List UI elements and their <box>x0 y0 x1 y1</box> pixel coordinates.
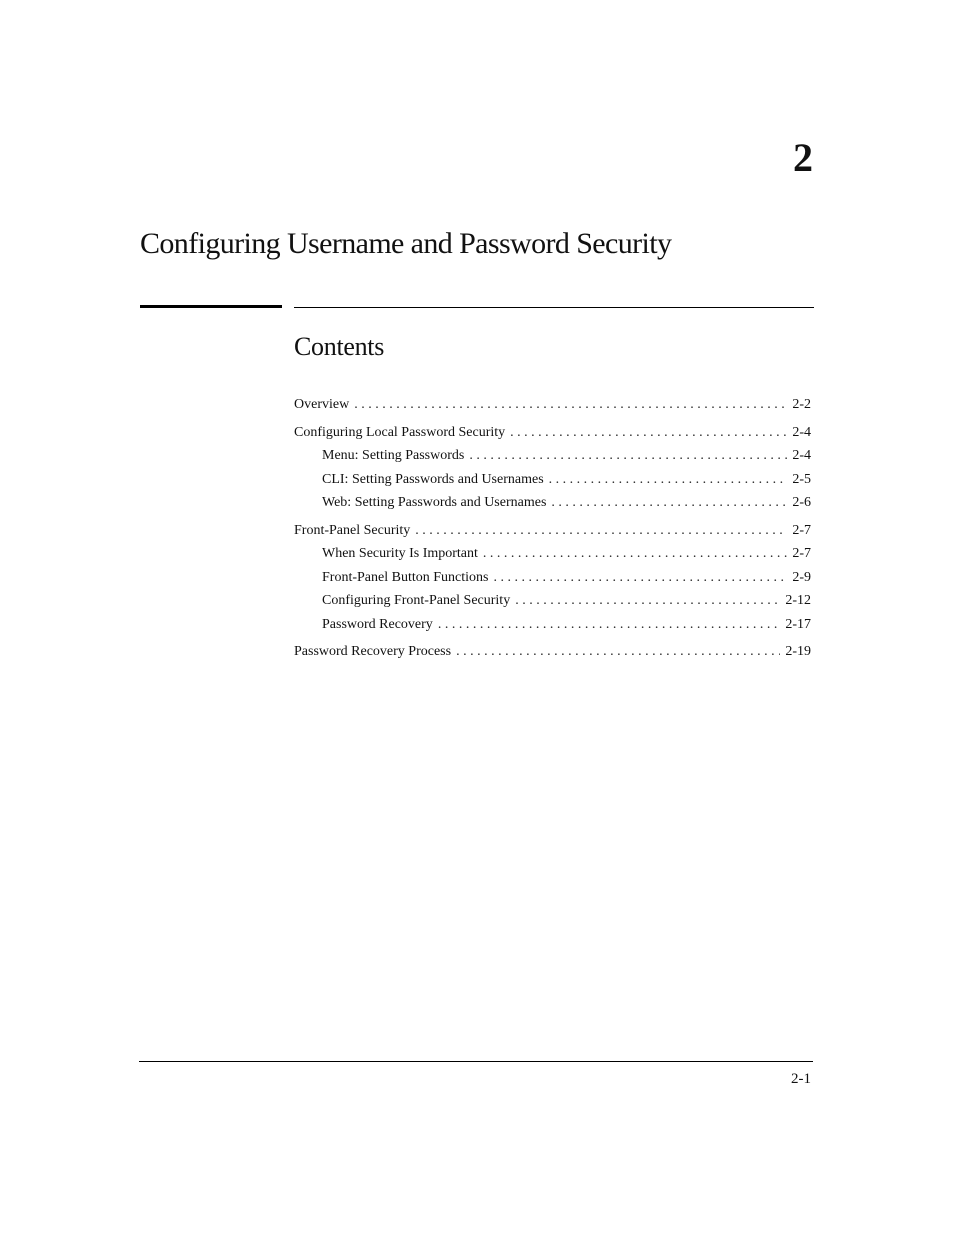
toc-leader-dots <box>456 640 780 664</box>
toc-entry-configuring-front-panel-security[interactable] <box>294 589 811 613</box>
toc-leader-dots <box>493 566 787 590</box>
toc-entry-password-recovery[interactable] <box>294 613 811 637</box>
contents-heading: Contents <box>294 332 385 361</box>
toc-entry-menu-setting-passwords[interactable] <box>294 444 811 468</box>
chapter-number: 2 <box>793 135 813 180</box>
toc-entry-page: 2-17 <box>785 616 811 632</box>
toc-entry-page: 2-7 <box>792 546 811 561</box>
toc-entry-page: 2-9 <box>792 569 811 585</box>
toc-entry-password-recovery-process[interactable] <box>294 640 811 664</box>
title-rule-thick <box>140 305 282 308</box>
toc-entry-label: Front-Panel Security <box>294 522 411 538</box>
toc-entry-page: 2-12 <box>785 593 811 608</box>
toc-leader-dots <box>354 393 787 417</box>
toc-entry-front-panel-security[interactable] <box>294 519 811 543</box>
page-number: 2-1 <box>791 1071 811 1087</box>
toc-entry-label: Front-Panel Button Functions <box>322 569 489 585</box>
toc-entry-cli-setting-passwords[interactable] <box>294 468 811 492</box>
toc-entry-front-panel-button-functions[interactable] <box>294 566 811 590</box>
toc-entry-web-setting-passwords[interactable] <box>294 491 811 515</box>
toc-entry-page: 2-4 <box>792 448 811 463</box>
toc-entry-label: Menu: Setting Passwords <box>322 448 465 463</box>
toc-entry-page: 2-2 <box>792 397 811 412</box>
toc-entry-label: CLI: Setting Passwords and Usernames <box>322 471 544 487</box>
toc-entry-label: Password Recovery Process <box>294 644 452 659</box>
toc-leader-dots <box>483 542 787 566</box>
toc-leader-dots <box>438 613 781 637</box>
title-rule-thin <box>294 307 814 308</box>
toc-entry-when-security-is-important[interactable] <box>294 542 811 566</box>
toc-entry-label: Password Recovery <box>322 616 433 632</box>
toc-leader-dots <box>415 519 787 543</box>
toc-entry-page: 2-5 <box>792 471 811 487</box>
table-of-contents <box>294 393 811 664</box>
toc-leader-dots <box>510 421 787 445</box>
toc-entry-page: 2-7 <box>792 522 811 538</box>
toc-entry-page: 2-4 <box>792 424 811 440</box>
toc-entry-label: When Security Is Important <box>322 546 478 561</box>
toc-entry-overview[interactable] <box>294 393 811 417</box>
toc-entry-page: 2-6 <box>792 495 811 510</box>
toc-leader-dots <box>549 468 788 492</box>
toc-leader-dots <box>515 589 780 613</box>
toc-entry-label: Web: Setting Passwords and Usernames <box>322 495 547 510</box>
toc-entry-label: Overview <box>294 397 350 412</box>
toc-leader-dots <box>469 444 787 468</box>
chapter-title: Configuring Username and Password Security <box>140 227 672 260</box>
toc-entry-page: 2-19 <box>785 644 811 659</box>
toc-entry-configuring-local-password-security[interactable] <box>294 421 811 445</box>
footer-rule <box>139 1061 813 1062</box>
toc-entry-label: Configuring Local Password Security <box>294 424 506 440</box>
toc-leader-dots <box>551 491 787 515</box>
toc-entry-label: Configuring Front-Panel Security <box>322 593 511 608</box>
